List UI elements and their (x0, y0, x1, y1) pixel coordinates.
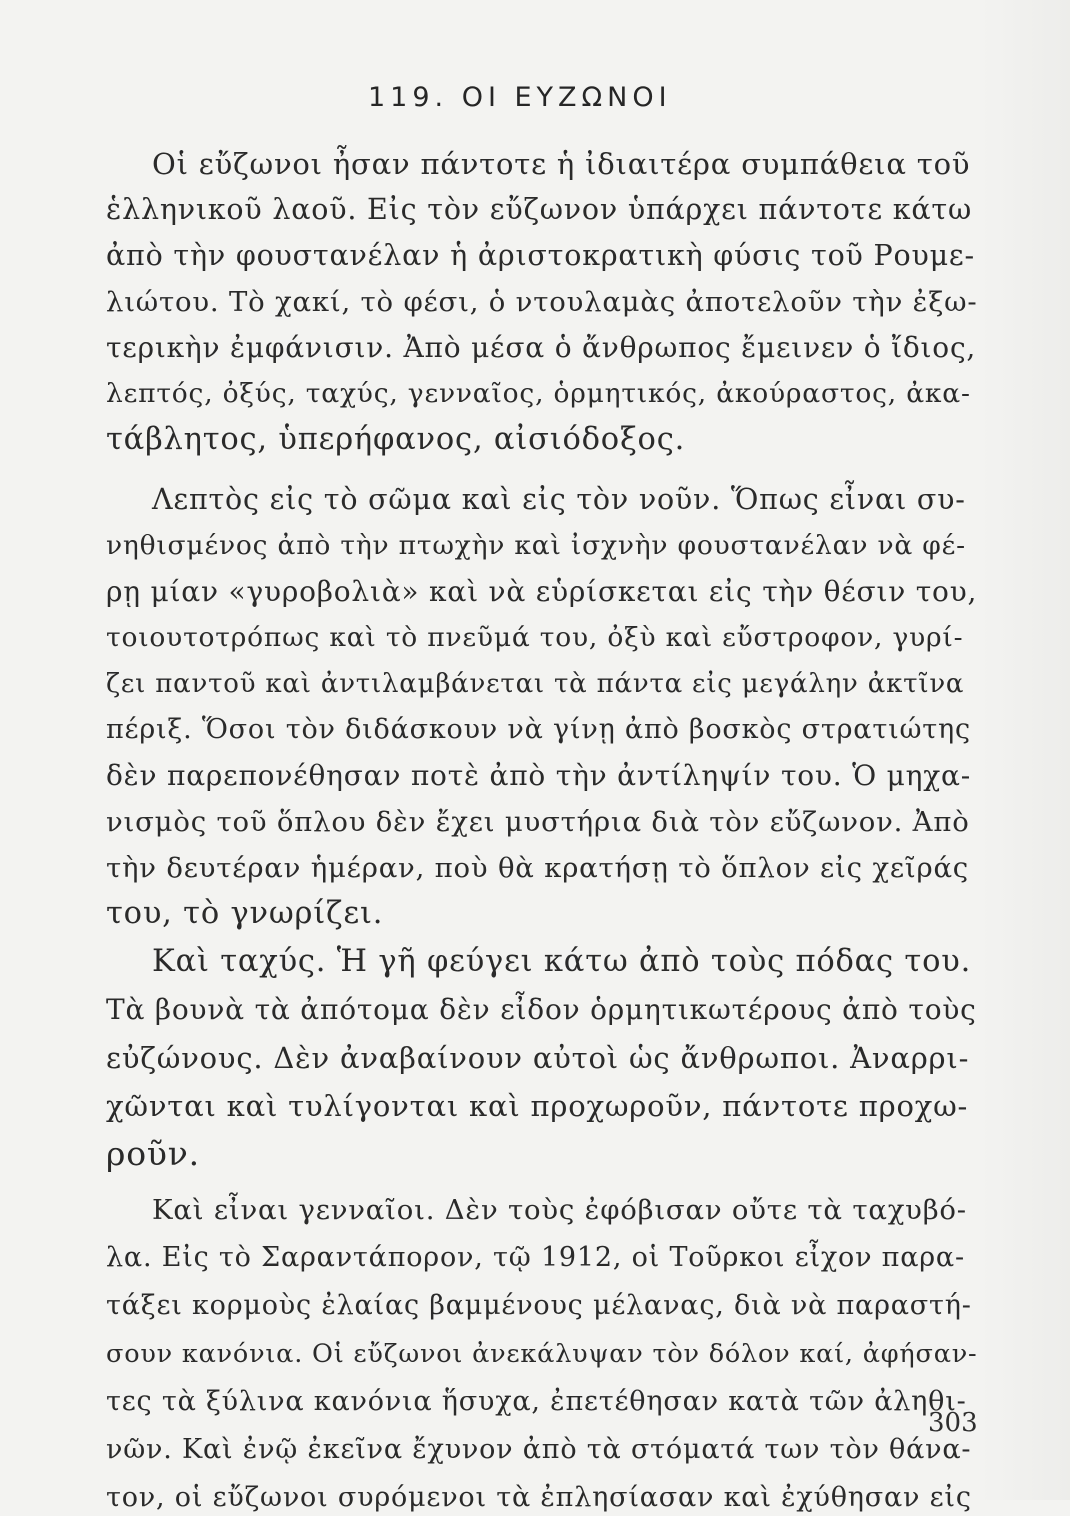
text-line: τοιουτοτρόπως καὶ τὸ πνεῦμά του, ὀξὺ καὶ εὔστροφον, γυρί- (106, 622, 964, 653)
page-number: 303 (928, 1408, 978, 1438)
text-line: του, τὸ γνωρίζει. (106, 896, 384, 931)
text-line: λεπτός, ὀξύς, ταχύς, γενναῖος, ὁρμητικός, ἀκούραστος, ἀκα- (106, 378, 971, 409)
text-line: δὲν παρεπονέθησαν ποτὲ ἀπὸ τὴν ἀντίληψίν του. Ὁ μηχα- (106, 759, 971, 792)
text-line: νηθισμένος ἀπὸ τὴν πτωχὴν καὶ ἰσχνὴν φουστανέλαν νὰ φέ- (106, 530, 966, 561)
text-line: τερικὴν ἐμφάνισιν. Ἀπὸ μέσα ὁ ἄνθρωπος ἔμεινεν ὁ ἴδιος, (106, 331, 977, 364)
text-line: τες τὰ ξύλινα κανόνια ἥσυχα, ἐπετέθησαν κατὰ τῶν ἀληθι- (106, 1386, 967, 1417)
text-line: λα. Εἰς τὸ Σαραντάπορον, τῷ 1912, οἱ Τοῦρκοι εἶχον παρα- (106, 1242, 965, 1273)
text-line: ἀπὸ τὴν φουστανέλαν ἡ ἀριστοκρατικὴ φύσις τοῦ Ρουμε- (106, 239, 975, 272)
page-edge-shadow (980, 0, 1070, 1500)
text-line: ρῃ μίαν «γυροβολιὰ» καὶ νὰ εὑρίσκεται εἰς τὴν θέσιν του, (106, 575, 978, 608)
text-line: τάξει κορμοὺς ἐλαίας βαμμένους μέλανας, διὰ νὰ παραστή- (106, 1290, 972, 1321)
text-line: Οἱ εὔζωνοι ἦσαν πάντοτε ἡ ἰδιαιτέρα συμπάθεια τοῦ (152, 147, 971, 181)
text-line: νισμὸς τοῦ ὅπλου δὲν ἔχει μυστήρια διὰ τὸν εὔζωνον. Ἀπὸ (106, 806, 970, 838)
text-line: τὴν δευτέραν ἡμέραν, ποὺ θὰ κρατήσῃ τὸ ὅπλον εἰς χεῖράς (106, 852, 970, 884)
text-line: πέριξ. Ὅσοι τὸν διδάσκουν νὰ γίνῃ ἀπὸ βοσκὸς στρατιώτης (106, 714, 971, 745)
text-line: ροῦν. (106, 1134, 200, 1173)
text-line: λιώτου. Τὸ χακί, τὸ φέσι, ὁ ντουλαμὰς ἀποτελοῦν τὴν ἐξω- (106, 286, 978, 318)
text-line: Τὰ βουνὰ τὰ ἀπότομα δὲν εἶδον ὁρμητικωτέρους ἀπὸ τοὺς (106, 993, 977, 1026)
text-line: εὐζώνους. Δὲν ἀναβαίνουν αὐτοὶ ὡς ἄνθρωποι. Ἀναρρι- (106, 1041, 970, 1075)
text-line: Καὶ εἶναι γενναῖοι. Δὲν τοὺς ἐφόβισαν οὔτε τὰ ταχυβό- (152, 1194, 967, 1226)
chapter-title: 119. ΟΙ ΕΥΖΩΝΟΙ (368, 82, 672, 113)
text-line: ἑλληνικοῦ λαοῦ. Εἰς τὸν εὔζωνον ὑπάρχει πάντοτε κάτω (106, 193, 973, 226)
text-line: νῶν. Καὶ ἐνῷ ἐκεῖνα ἔχυνον ἀπὸ τὰ στόματά των τὸν θάνα- (106, 1434, 972, 1465)
text-line: τον, οἱ εὔζωνοι συρόμενοι τὰ ἐπλησίασαν καὶ ἐχύθησαν εἰς (106, 1482, 972, 1513)
text-line: σουν κανόνια. Οἱ εὔζωνοι ἀνεκάλυψαν τὸν δόλον καί, ἀφήσαν- (106, 1339, 978, 1369)
text-line: χῶνται καὶ τυλίγονται καὶ προχωροῦν, πάντοτε προχω- (106, 1089, 969, 1123)
text-line: τάβλητος, ὑπερήφανος, αἰσιόδοξος. (106, 422, 686, 457)
text-line: ζει παντοῦ καὶ ἀντιλαμβάνεται τὰ πάντα εἰς μεγάλην ἀκτῖνα (106, 669, 965, 699)
text-line: Λεπτὸς εἰς τὸ σῶμα καὶ εἰς τὸν νοῦν. Ὅπως εἶναι συ- (152, 483, 966, 516)
text-line: Καὶ ταχύς. Ἡ γῆ φεύγει κάτω ἀπὸ τοὺς πόδας του. (152, 944, 972, 979)
